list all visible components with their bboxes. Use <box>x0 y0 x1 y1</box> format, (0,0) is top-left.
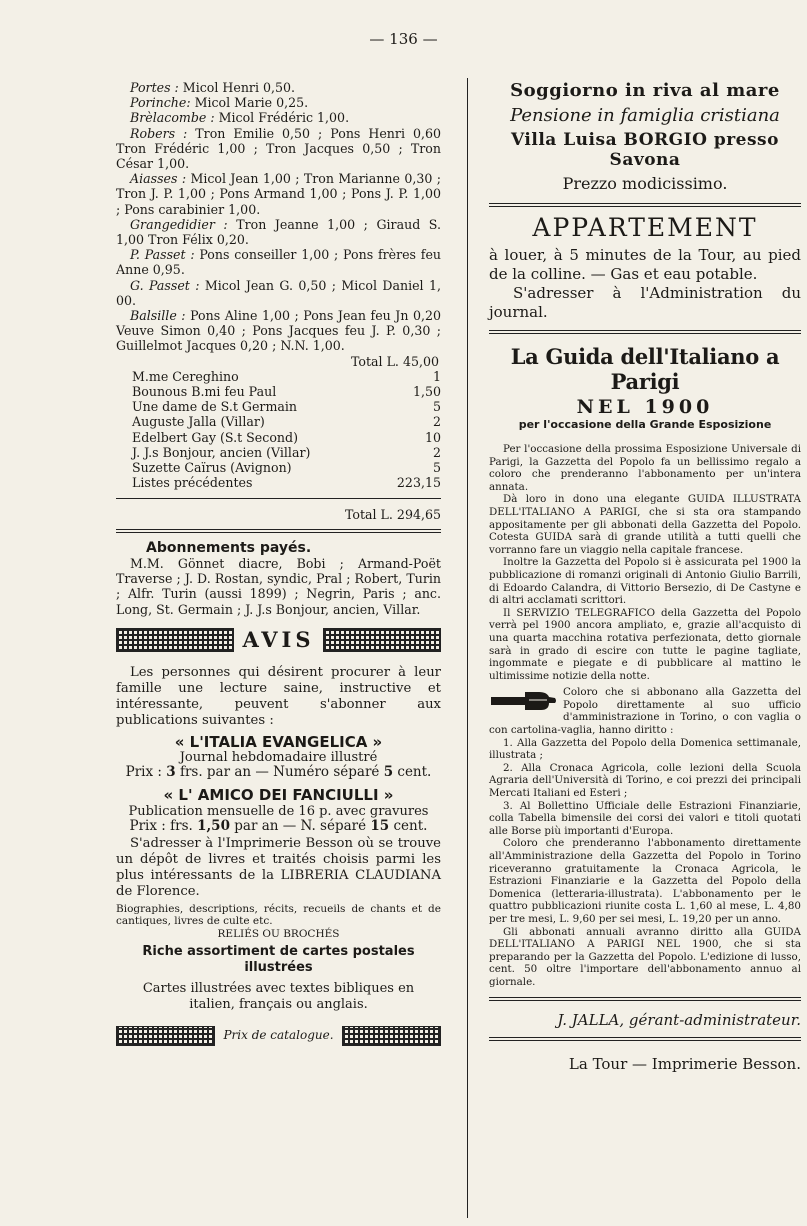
donor-list <box>116 369 441 491</box>
avis-banner <box>116 623 441 657</box>
donor-amount: 1 <box>432 368 441 384</box>
place-name: Portes : <box>130 80 179 95</box>
coloro2-text: Coloro che prenderanno l'abbonamento direttamente all'Amministrazione della Gazzetta del Popolo in Torino riceveranno gratuitamente la Cronaca Agricola, le Estrazioni Finanziarie e la Gazzetta del Popolo della Domenica (letteraria-illustrata). L'abbonamento per le quattro pubblicazioni riunite costa L. 1,60 al mese, L. 4,80 per tre mesi, L. 9,60 per sei mesi, L. 19,20 per un anno. <box>489 837 801 925</box>
contribution-entry <box>116 308 441 354</box>
contribution-text: Micol Henri 0,50. <box>178 80 296 95</box>
place-name: P. Passet : <box>130 247 195 263</box>
pointing-hand-icon <box>489 688 557 714</box>
donor-name: M.me Cereghino <box>132 368 239 384</box>
donor-row <box>116 384 441 399</box>
contribution-text: Tron Jeanne 1,00 ; Giraud S. 1,00 Tron Félix 0,20. <box>116 216 441 248</box>
divider <box>489 330 801 334</box>
grand-total: Total L. 294,65 <box>344 507 441 523</box>
benefit-item: 3. Al Bollettino Ufficiale delle Estrazioni Finanziarie, colla Tabella bimensile dei corsi dei valori e titoli quotati alle Borse più importanti d'Europa. <box>489 799 801 837</box>
donor-row <box>116 414 441 429</box>
abbonati-text: Gli abbonati annuali avranno diritto alla GUIDA DELL'ITALIANO A PARIGI NEL 1900, che si sta preparando per la Gazzetta del Popolo. L'edizione di lusso, cent. 50 oltre l'importare dell'abbonamento annuo al giornale. <box>489 925 801 988</box>
guida-paragraphs <box>489 443 801 682</box>
place-name: Porinche: <box>130 95 191 111</box>
contribution-text: Pons conseiller 1,00 ; Pons frères feu Anne 0,95. <box>116 247 442 278</box>
contribution-list <box>116 80 441 354</box>
benefit-item: 2. Alla Cronaca Agricola, colle lezioni della Scuola Agraria dell'Università di Torino, e coi prezzi dei principali Mercati Italiani ed Esteri ; <box>489 761 801 800</box>
contribution-text: Micol Frédéric 1,00. <box>214 110 350 126</box>
pub1-title: « L'ITALIA EVANGELICA » <box>174 732 383 751</box>
pub2-desc: Publication mensuelle de 16 p. avec gravures <box>128 803 429 819</box>
place-name: Robers : <box>130 125 188 141</box>
guida-paragraph: Per l'occasione della prossima Esposizione Universale di Parigi, la Gazzetta del Popolo fa un bellissimo regalo a coloro che prenderanno l'abbonamento per un'intera annata. <box>489 443 801 493</box>
donor-row <box>116 369 441 384</box>
nel-1900: NEL 1900 <box>576 396 714 418</box>
relies-text: RELIÉS OU BROCHÉS <box>217 927 340 940</box>
contribution-entry <box>116 80 441 95</box>
abonnements-heading: Abonnements payés. <box>146 539 312 556</box>
soggiorno-title: Soggiorno in riva al mare <box>510 80 780 101</box>
guida-paragraph: Inoltre la Gazzetta del Popolo si è assicurata pel 1900 la pubblicazione di romanzi originali di Antonio Giulio Barrili, di Edoardo Calandra, di Vittorio Bersezio, di De Castyne e di altri acclamati scrittori. <box>489 556 801 607</box>
donor-row <box>116 430 441 445</box>
cartes-title: Riche assortiment de cartes postales illustrées <box>142 944 415 975</box>
left-column <box>116 80 441 1057</box>
catalogue-text: Prix de catalogue. <box>223 1028 334 1043</box>
contribution-entry <box>116 110 441 125</box>
guida-paragraph: Dà loro in dono una elegante GUIDA ILLUSTRATA DELL'ITALIANO A PARIGI, che si sta ora stampando appositamente per gli abbonati della Gazzetta del Popolo. Cotesta GUIDA sarà di grande utilità a tutti quelli che vorranno fare un viaggio nella capitale francese. <box>489 493 801 556</box>
guida-title: La Guida dell'Italiano a Parigi <box>510 344 780 394</box>
avis-intro: Les personnes qui désirent procurer à leur famille une lecture saine, instructive et intéressante, peuvent s'abonner aux publications suivantes : <box>116 664 441 728</box>
pub1-desc: Journal hebdomadaire illustré <box>179 749 378 765</box>
villa-text: Villa Luisa BORGIO presso Savona <box>511 130 779 170</box>
contribution-text: Micol Jean 1,00 ; Tron Marianne 0,30 ; Tron J. P. 1,00 ; Pons Armand 1,00 ; Pons J. P. 1,00 ; Pons carabinier 1,00. <box>116 171 441 217</box>
adresser-text: S'adresser à l'Imprimerie Besson où se trouve un dépôt de livres et traités choisis parmi les plus intéressants de la LIBRERIA CLAUDIANA de Florence. <box>116 835 441 899</box>
donor-row <box>116 445 441 460</box>
divider <box>489 1037 801 1041</box>
signature: J. JALLA, gérant-administrateur. <box>557 1010 801 1029</box>
appartement-title: APPARTEMENT <box>532 213 758 242</box>
donor-amount: 223,15 <box>396 475 441 491</box>
contribution-entry <box>116 171 441 217</box>
donor-row <box>116 399 441 414</box>
biographies-text: Biographies, descriptions, récits, recueils de chants et de cantiques, livres de culte etc. <box>116 902 441 928</box>
contribution-entry <box>116 95 441 110</box>
benefit-list <box>489 737 801 838</box>
donor-amount: 5 <box>432 460 441 476</box>
subtotal: Total L. 45,00 <box>350 353 439 369</box>
donor-amount: 10 <box>424 429 441 445</box>
contribution-text: Pons Aline 1,00 ; Pons Jean feu Jn 0,20 Veuve Simon 0,40 ; Pons Jacques feu J. P. 0,30 ; Guillelmot Jacques 0,20 ; N.N. 1,00. <box>116 308 441 354</box>
donor-name: Listes précédentes <box>132 475 253 491</box>
ornament <box>116 628 234 652</box>
ornament <box>342 1026 441 1046</box>
divider <box>489 997 801 1001</box>
contribution-entry <box>116 126 441 172</box>
donor-amount: 2 <box>432 414 441 430</box>
pub2-price: Prix : frs. 1,50 par an — N. séparé 15 cent. <box>129 817 428 834</box>
prezzo-text: Prezzo modicissimo. <box>562 174 728 193</box>
place-name: Brèlacombe : <box>130 110 215 126</box>
ornament <box>323 628 441 652</box>
donor-amount: 2 <box>432 444 441 460</box>
donor-name: Suzette Caïrus (Avignon) <box>132 460 292 476</box>
place-name: G. Passet : <box>130 277 200 293</box>
pub2-title: « L' AMICO DEI FANCIULLI » <box>163 786 394 805</box>
appartement-text: à louer, à 5 minutes de la Tour, au pied de la colline. — Gas et eau potable. <box>489 246 801 283</box>
column-divider <box>467 78 468 1218</box>
place-name: Aiasses : <box>130 171 187 187</box>
page-number: — 136 — <box>369 30 438 48</box>
imprint: La Tour — Imprimerie Besson. <box>568 1054 801 1073</box>
pensione-text: Pensione in famiglia cristiana <box>510 105 780 126</box>
right-column <box>489 80 801 1073</box>
donor-amount: 1,50 <box>412 384 441 400</box>
donor-row <box>116 460 441 475</box>
abonnements-text: M.M. Gönnet diacre, Bobi ; Armand-Poët Traverse ; J. D. Rostan, syndic, Pral ; Robert, Turin ; Alfr. Turin (aussi 1899) ; Negrin, Paris ; anc. Long, St. Germain ; J. J.s Bonjour, ancien, Villar. <box>116 555 441 617</box>
contribution-entry <box>116 217 441 247</box>
contribution-text: Micol Jean G. 0,50 ; Micol Daniel 1, 00. <box>116 277 441 308</box>
divider <box>489 203 801 207</box>
occasione-text: per l'occasione della Grande Esposizione <box>518 418 772 431</box>
donor-name: J. J.s Bonjour, ancien (Villar) <box>132 444 311 460</box>
coloro-text: Coloro che si abbonano alla Gazzetta del Popolo direttamente al suo ufficio d'amministrazione in Torino, o con vaglia o con cartolina-vaglia, hanno diritto : <box>489 686 801 737</box>
divider <box>116 529 441 533</box>
contribution-entry <box>116 278 441 308</box>
avis-title: AVIS <box>242 627 315 653</box>
benefit-item: 1. Alla Gazzetta del Popolo della Domenica settimanale, illustrata ; <box>489 736 801 762</box>
appartement-address: S'adresser à l'Administration du journal. <box>489 284 801 321</box>
donor-name: Bounous B.mi feu Paul <box>132 384 277 400</box>
coloro-block <box>489 686 801 736</box>
place-name: Balsille : <box>130 308 186 324</box>
divider <box>116 498 441 499</box>
guida-paragraph: Il SERVIZIO TELEGRAFICO della Gazzetta del Popolo verrà pel 1900 ancora ampliato, e, grazie all'acquisto di una quarta macchina rotativa perfezionata, detto giornale sarà in grado di escire con tutte le pagine tagliate, ingommate e piegate e di pubblicare al mattino le ultimissime notizie della notte. <box>489 606 801 682</box>
cartes-desc: Cartes illustrées avec textes bibliques en italien, français ou anglais. <box>142 980 415 1012</box>
contribution-entry <box>116 247 441 277</box>
donor-row <box>116 475 441 490</box>
place-name: Grangedidier : <box>130 216 228 232</box>
donor-name: Auguste Jalla (Villar) <box>132 414 265 430</box>
donor-amount: 5 <box>432 399 441 415</box>
donor-name: Une dame de S.t Germain <box>132 399 298 415</box>
ornament <box>116 1026 215 1046</box>
catalogue-banner <box>116 1023 441 1049</box>
contribution-text: Tron Emilie 0,50 ; Pons Henri 0,60 Tron Frédéric 1,00 ; Tron Jacques 0,50 ; Tron César 1,00. <box>116 125 441 172</box>
pub1-price: Prix : 3 frs. par an — Numéro séparé 5 cent. <box>125 764 432 781</box>
donor-name: Edelbert Gay (S.t Second) <box>132 429 298 445</box>
contribution-text: Micol Marie 0,25. <box>190 95 309 111</box>
